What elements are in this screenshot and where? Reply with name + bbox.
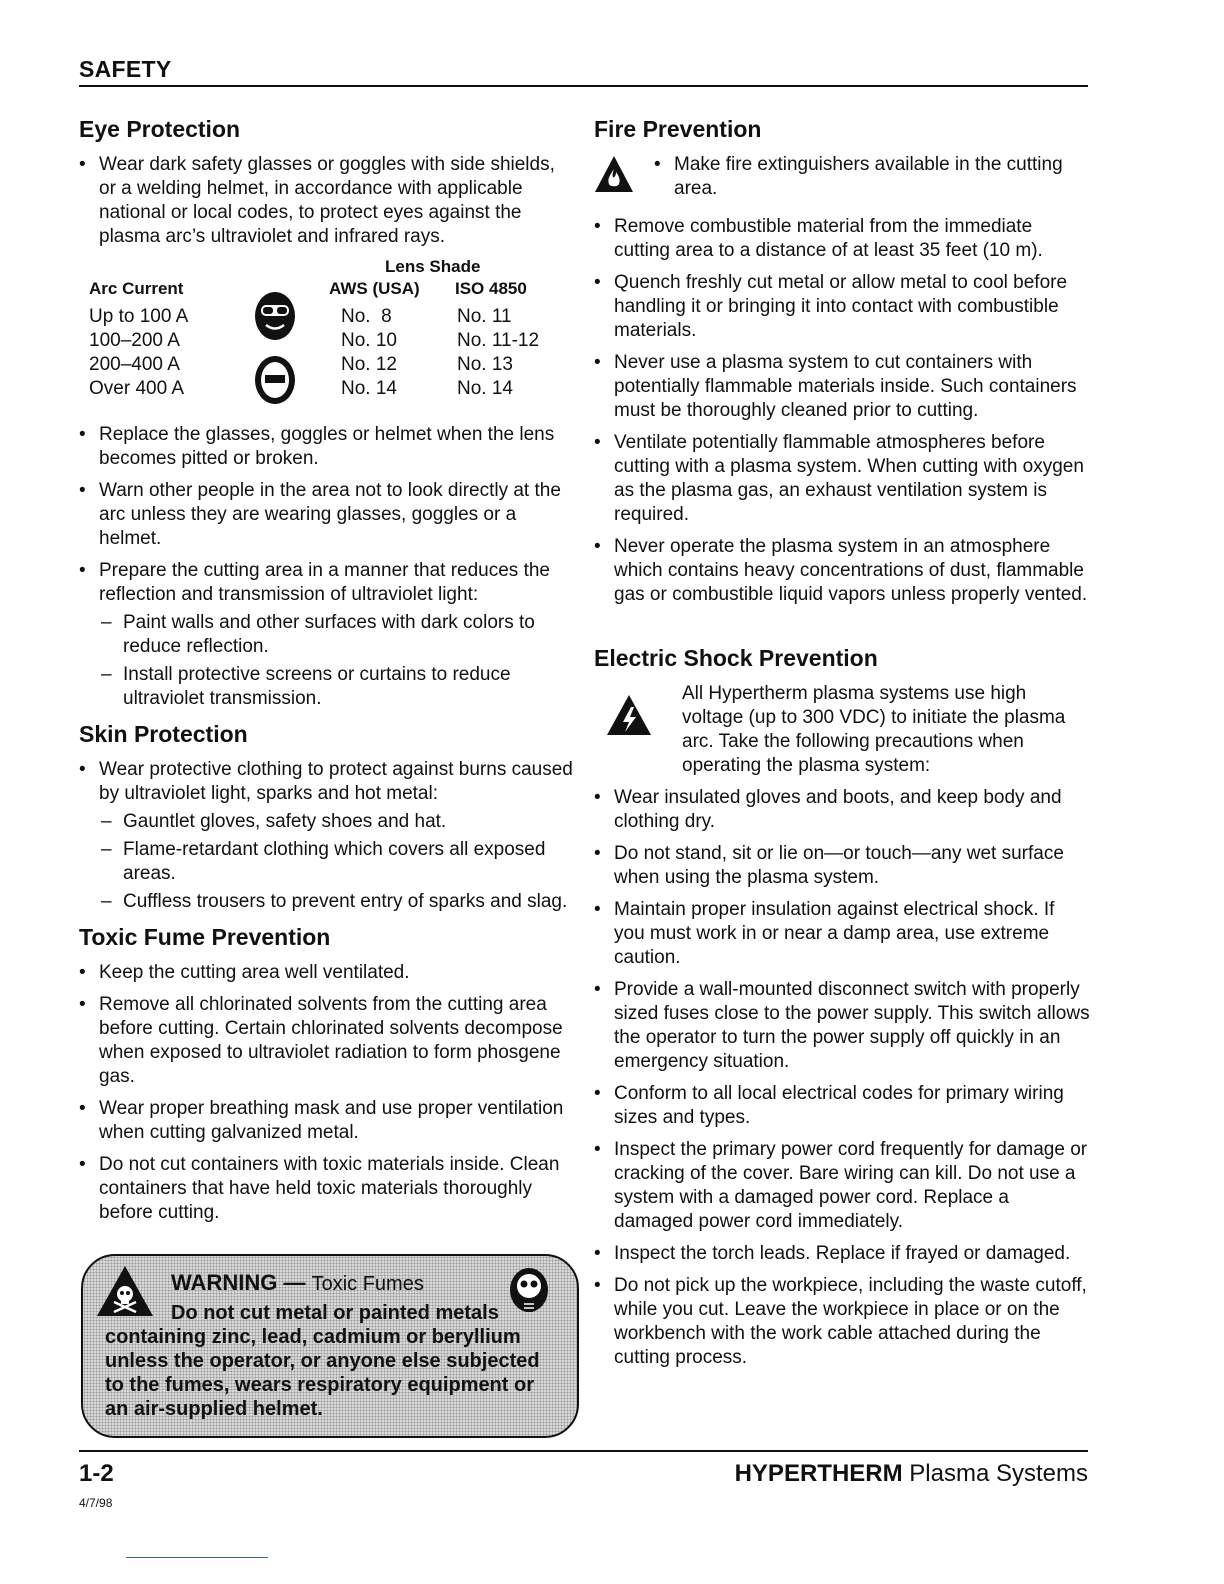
- lens-shade-header: Lens Shade: [385, 257, 481, 276]
- toxic-fume-heading: Toxic Fume Prevention: [79, 924, 331, 950]
- brand-name: HYPERTHERM: [734, 1460, 903, 1487]
- list-item: • Conform to all local electrical codes for primary wiring sizes and types.: [594, 1082, 1090, 1130]
- warning-label: WARNING —: [171, 1270, 306, 1295]
- list-item: • Wear dark safety glasses or goggles with side shields, or a welding helmet, in accordance with applicable national or local codes, to protect eyes against the plasma arc’s ultraviolet and infrared rays.: [79, 153, 577, 249]
- list-item: • Quench freshly cut metal or allow metal to cool before handling it or bringing it into contact with combustible materials.: [594, 271, 1090, 343]
- sub-list-item: – Paint walls and other surfaces with dark colors to reduce reflection.: [99, 611, 577, 659]
- list-item: • Do not stand, sit or lie on—or touch—any wet surface when using the plasma system.: [594, 842, 1090, 890]
- table-cell: No. 11: [457, 306, 512, 327]
- table-cell: No. 14: [457, 378, 513, 399]
- list-item: [79, 758, 577, 914]
- warning-text: containing zinc, lead, cadmium or beryllium unless the operator, or anyone else subjected to the fumes, wears respiratory equipment or an air-supplied helmet.: [105, 1326, 540, 1420]
- revision-date: 4/7/98: [79, 1496, 113, 1510]
- iso-header: ISO 4850: [455, 279, 527, 298]
- list-item: • Remove all chlorinated solvents from the cutting area before cutting. Certain chlorinated solvents decompose when exposed to ultraviolet radiation to form phosgene gas.: [79, 993, 577, 1089]
- page-header-title: SAFETY: [79, 56, 172, 82]
- list-item: • Never operate the plasma system in an atmosphere which contains heavy concentrations of dust, flammable gas or combustible liquid vapors unless properly vented.: [594, 535, 1090, 607]
- table-cell: 200–400 A: [89, 354, 180, 375]
- list-item: • Remove combustible material from the immediate cutting area to a distance of at least 35 feet (10 m).: [594, 215, 1090, 263]
- warning-title: [171, 1270, 424, 1296]
- list-item-text: Prepare the cutting area in a manner that reduces the reflection and transmission of ultraviolet light:: [99, 560, 550, 605]
- warning-text-line: Do not cut metal or painted metals: [171, 1302, 499, 1324]
- fire-warning-icon: [594, 155, 634, 198]
- table-cell: No. 11-12: [457, 330, 540, 351]
- fire-first-item: [594, 153, 1090, 209]
- electric-warning-icon: [606, 694, 652, 743]
- skin-protection-section: [79, 719, 577, 914]
- fire-prevention-section: [594, 114, 1090, 607]
- brand-tagline: Plasma Systems: [909, 1460, 1088, 1487]
- warning-body: [105, 1301, 545, 1421]
- list-item: • Wear insulated gloves and boots, and keep body and clothing dry.: [594, 786, 1090, 834]
- shock-intro: [594, 682, 1090, 778]
- list-item: • Replace the glasses, goggles or helmet when the lens becomes pitted or broken.: [79, 423, 577, 471]
- list-item: • Provide a wall-mounted disconnect switch with properly sized fuses close to the power supply. This switch allows the operator to turn the power supply off quickly in an emergency situation.: [594, 978, 1090, 1074]
- sub-list-item: – Cuffless trousers to prevent entry of sparks and slag.: [99, 890, 577, 914]
- list-item: • Inspect the torch leads. Replace if frayed or damaged.: [594, 1242, 1090, 1266]
- list-item: • Wear proper breathing mask and use proper ventilation when cutting galvanized metal.: [79, 1097, 577, 1145]
- sub-list-item: – Install protective screens or curtains to reduce ultraviolet transmission.: [99, 663, 577, 711]
- arc-current-header: Arc Current: [89, 279, 184, 298]
- eye-protection-section: [79, 114, 577, 711]
- table-cell: No. 13: [457, 354, 513, 375]
- shock-intro-text: All Hypertherm plasma systems use high voltage (up to 300 VDC) to initiate the plasma arc. Take the following precautions when operating the plasma system:: [682, 683, 1066, 776]
- table-cell: No. 12: [341, 354, 397, 375]
- table-cell: Over 400 A: [89, 378, 185, 399]
- right-column: [594, 114, 1090, 1378]
- table-cell: No. 8: [341, 306, 392, 327]
- skin-protection-heading: Skin Protection: [79, 721, 248, 747]
- toxic-fumes-warning-box: [81, 1254, 579, 1438]
- list-item: • Warn other people in the area not to look directly at the arc unless they are wearing glasses, goggles or a helmet.: [79, 479, 577, 551]
- page-number: 1-2: [79, 1460, 114, 1487]
- list-item: • Do not cut containers with toxic materials inside. Clean containers that have held toxic materials thoroughly before cutting.: [79, 1153, 577, 1225]
- underline-artifact: [126, 1557, 268, 1558]
- goggles-icon: [254, 291, 296, 347]
- warning-subtitle: Toxic Fumes: [311, 1273, 424, 1295]
- table-cell: No. 14: [341, 378, 397, 399]
- list-item: • Inspect the primary power cord frequently for damage or cracking of the cover. Bare wiring can kill. Do not use a system with a damaged power cord. Replace a damaged power cord immediately.: [594, 1138, 1090, 1234]
- table-cell: No. 10: [341, 330, 397, 351]
- brand-footer: [735, 1460, 1088, 1488]
- left-column: [79, 114, 577, 1233]
- lens-shade-table: [79, 257, 577, 415]
- list-item: [79, 559, 577, 711]
- sub-list-item: – Flame-retardant clothing which covers all exposed areas.: [99, 838, 577, 886]
- aws-header: AWS (USA): [329, 279, 420, 298]
- electric-shock-section: [594, 643, 1090, 1370]
- list-item: • Do not pick up the workpiece, including the waste cutoff, while you cut. Leave the workpiece in place or on the workbench with the work cable attached during the cutting process.: [594, 1274, 1090, 1370]
- footer-divider: [79, 1450, 1088, 1452]
- list-item: • Keep the cutting area well ventilated.: [79, 961, 577, 985]
- fire-prevention-heading: Fire Prevention: [594, 116, 762, 142]
- toxic-fume-section: [79, 922, 577, 1225]
- eye-protection-heading: Eye Protection: [79, 116, 241, 142]
- welding-helmet-icon: [254, 355, 296, 411]
- table-cell: 100–200 A: [89, 330, 180, 351]
- list-item: • Never use a plasma system to cut containers with potentially flammable materials inside. Such containers must be thoroughly cleaned prior to cutting.: [594, 351, 1090, 423]
- sub-list-item: – Gauntlet gloves, safety shoes and hat.: [99, 810, 577, 834]
- header-divider: [79, 85, 1088, 87]
- list-item: • Make fire extinguishers available in the cutting area.: [654, 153, 1090, 201]
- table-cell: Up to 100 A: [89, 306, 189, 327]
- list-item: • Ventilate potentially flammable atmospheres before cutting with a plasma system. When cutting with oxygen as the plasma gas, an exhaust ventilation system is required.: [594, 431, 1090, 527]
- list-item-text: Wear protective clothing to protect against burns caused by ultraviolet light, sparks and hot metal:: [99, 759, 573, 804]
- electric-shock-heading: Electric Shock Prevention: [594, 645, 878, 671]
- list-item: • Maintain proper insulation against electrical shock. If you must work in or near a damp area, use extreme caution.: [594, 898, 1090, 970]
